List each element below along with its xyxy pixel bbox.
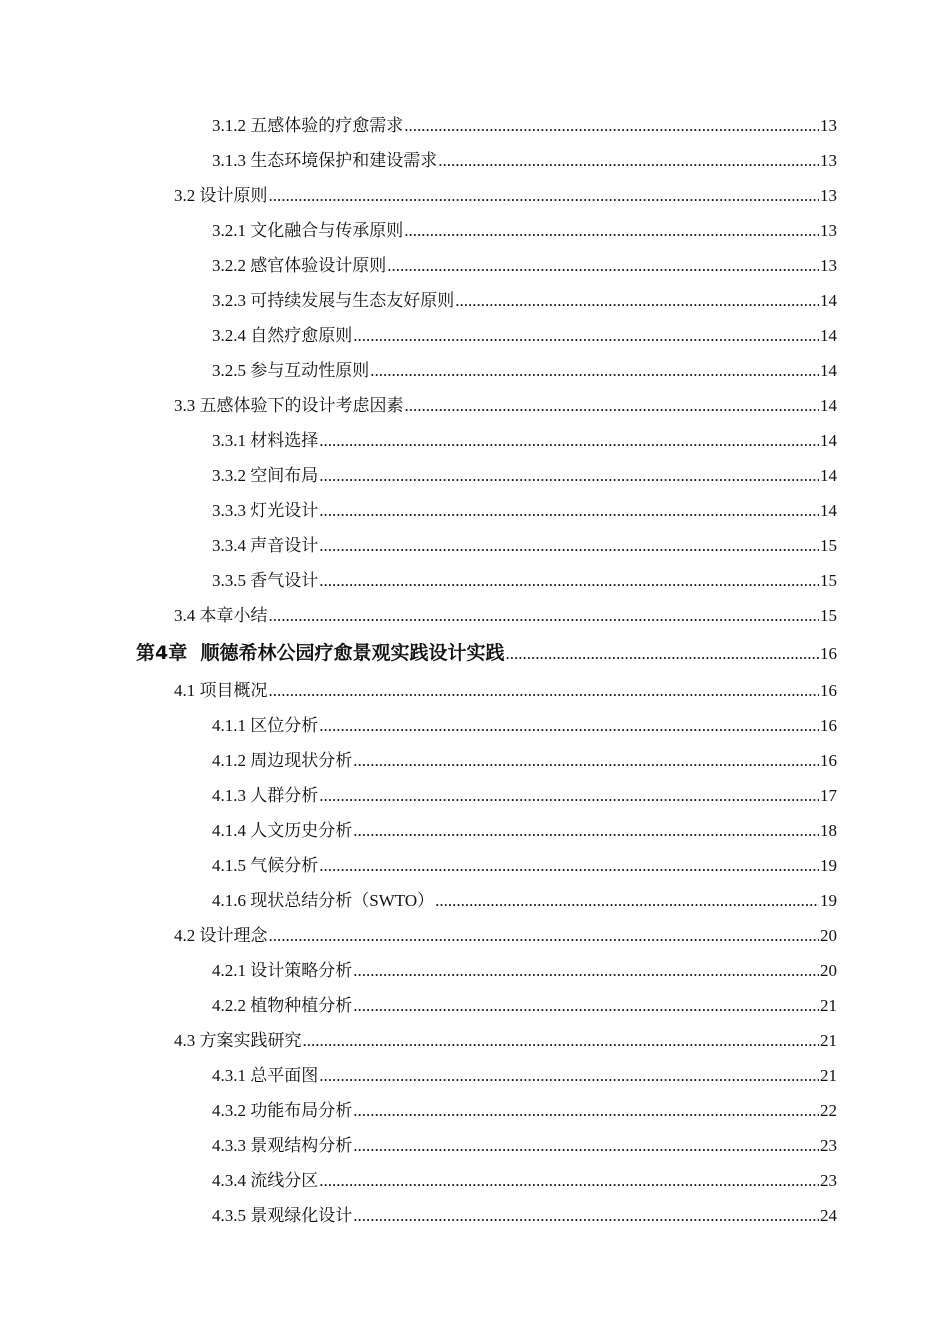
toc-title: 五感体验下的设计考虑因素 [199, 396, 404, 415]
toc-number: 3.3.1 [212, 431, 251, 450]
toc-title: 项目概况 [199, 681, 268, 700]
toc-leader [404, 213, 819, 248]
toc-title: 生态环境保护和建设需求 [250, 151, 438, 170]
toc-entry[interactable] [0, 1023, 950, 1058]
toc-title: 人文历史分析 [250, 821, 353, 840]
toc-page-number: 15 [820, 536, 837, 555]
toc-title: 流线分区 [250, 1171, 319, 1190]
toc-number: 3.4 [174, 606, 200, 625]
toc-number: 3.2.5 [212, 361, 251, 380]
toc-page-number: 21 [820, 1031, 837, 1050]
toc-number: 3.3.4 [212, 536, 251, 555]
toc-chapter-entry[interactable] [0, 633, 950, 673]
toc-leader [353, 953, 819, 988]
toc-page-number: 20 [820, 961, 837, 980]
toc-page-number: 13 [820, 221, 837, 240]
toc-entry[interactable] [0, 883, 950, 918]
toc-title: 方案实践研究 [199, 1031, 302, 1050]
toc-leader [303, 1023, 820, 1058]
toc-page-number: 19 [820, 891, 837, 910]
toc-number: 4.3.5 [212, 1206, 251, 1225]
toc-title: 空间布局 [250, 466, 319, 485]
toc-entry[interactable] [0, 318, 950, 353]
toc-entry[interactable] [0, 493, 950, 528]
toc-entry[interactable] [0, 1093, 950, 1128]
toc-number: 4.3.2 [212, 1101, 251, 1120]
toc-title: 功能布局分析 [250, 1101, 353, 1120]
toc-title: 植物种植分析 [250, 996, 353, 1015]
toc-page-number: 13 [820, 151, 837, 170]
toc-entry[interactable] [0, 353, 950, 388]
toc-leader [319, 1163, 819, 1198]
toc-entry[interactable] [0, 213, 950, 248]
toc-leader [435, 883, 819, 918]
toc-number: 4.1 [174, 681, 200, 700]
toc-title: 文化融合与传承原则 [250, 221, 404, 240]
toc-number: 4.1.1 [212, 716, 251, 735]
toc-entry[interactable] [0, 143, 950, 178]
toc-page-number: 15 [820, 606, 837, 625]
toc-leader [353, 988, 819, 1023]
toc-leader [319, 848, 819, 883]
toc-leader [505, 634, 819, 674]
toc-number: 3.3.3 [212, 501, 251, 520]
toc-leader [438, 143, 819, 178]
toc-leader [387, 248, 819, 283]
toc-page-number: 21 [820, 1066, 837, 1085]
toc-number: 3.2 [174, 186, 200, 205]
toc-entry[interactable] [0, 563, 950, 598]
toc-page-number: 21 [820, 996, 837, 1015]
toc-number: 3.3.2 [212, 466, 251, 485]
toc-leader [353, 743, 819, 778]
toc-number: 3.3.5 [212, 571, 251, 590]
toc-entry[interactable] [0, 1198, 950, 1233]
toc-title: 设计原则 [199, 186, 268, 205]
toc-page-number: 16 [820, 681, 837, 700]
toc-entry[interactable] [0, 848, 950, 883]
toc-entry[interactable] [0, 813, 950, 848]
toc-title: 自然疗愈原则 [250, 326, 353, 345]
toc-title: 设计策略分析 [250, 961, 353, 980]
toc-page-number: 16 [820, 716, 837, 735]
toc-leader [405, 388, 820, 423]
toc-leader [319, 708, 819, 743]
toc-title: 景观绿化设计 [250, 1206, 353, 1225]
toc-entry[interactable] [0, 598, 950, 633]
toc-page-number: 13 [820, 256, 837, 275]
toc-title: 气候分析 [250, 856, 319, 875]
toc-entry[interactable] [0, 423, 950, 458]
toc-page-number: 13 [820, 186, 837, 205]
toc-page-number: 19 [820, 856, 837, 875]
toc-number: 3.2.1 [212, 221, 251, 240]
toc-leader [269, 918, 820, 953]
toc-number: 4.2.2 [212, 996, 251, 1015]
toc-entry[interactable] [0, 918, 950, 953]
toc-leader [370, 353, 819, 388]
toc-page-number: 23 [820, 1136, 837, 1155]
toc-page-number: 15 [820, 571, 837, 590]
toc-number: 4.3.1 [212, 1066, 251, 1085]
table-of-contents [0, 108, 950, 1233]
toc-leader [319, 423, 819, 458]
toc-number: 4.3 [174, 1031, 200, 1050]
toc-number: 4.2 [174, 926, 200, 945]
toc-entry[interactable] [0, 778, 950, 813]
toc-leader [319, 563, 819, 598]
toc-entry[interactable] [0, 988, 950, 1023]
toc-number: 4.2.1 [212, 961, 251, 980]
toc-leader [269, 673, 820, 708]
toc-title: 顺德希林公园疗愈景观实践设计实践 [200, 642, 505, 664]
toc-entry[interactable] [0, 673, 950, 708]
toc-page-number: 14 [820, 431, 837, 450]
toc-title: 五感体验的疗愈需求 [250, 116, 404, 135]
toc-page-number: 23 [820, 1171, 837, 1190]
toc-leader [353, 318, 819, 353]
toc-number: 4.1.3 [212, 786, 251, 805]
toc-leader [319, 1058, 819, 1093]
toc-entry[interactable] [0, 283, 950, 318]
toc-number: 3.2.3 [212, 291, 251, 310]
toc-title: 材料选择 [250, 431, 319, 450]
toc-leader [319, 493, 819, 528]
toc-entry[interactable] [0, 248, 950, 283]
toc-title: 参与互动性原则 [250, 361, 370, 380]
toc-title: 总平面图 [250, 1066, 319, 1085]
toc-entry[interactable] [0, 528, 950, 563]
toc-leader [319, 778, 819, 813]
toc-entry[interactable] [0, 458, 950, 493]
toc-leader [353, 1198, 819, 1233]
toc-page-number: 24 [820, 1206, 837, 1225]
toc-leader [269, 598, 820, 633]
toc-leader [455, 283, 819, 318]
toc-title: 景观结构分析 [250, 1136, 353, 1155]
toc-page-number: 14 [820, 501, 837, 520]
toc-page-number: 14 [820, 326, 837, 345]
toc-entry[interactable] [0, 708, 950, 743]
toc-number: 4.3.3 [212, 1136, 251, 1155]
toc-number: 3.2.4 [212, 326, 251, 345]
toc-number: 3.2.2 [212, 256, 251, 275]
toc-title: 声音设计 [250, 536, 319, 555]
toc-page-number: 22 [820, 1101, 837, 1120]
toc-title: 灯光设计 [250, 501, 319, 520]
toc-page-number: 14 [820, 361, 837, 380]
toc-leader [319, 528, 819, 563]
toc-number: 3.1.3 [212, 151, 251, 170]
toc-entry[interactable] [0, 953, 950, 988]
toc-number: 4.1.6 [212, 891, 251, 910]
toc-leader [404, 108, 819, 143]
toc-entry[interactable] [0, 1128, 950, 1163]
toc-page-number: 20 [820, 926, 837, 945]
toc-page-number: 14 [820, 291, 837, 310]
toc-title: 香气设计 [250, 571, 319, 590]
toc-number: 4.1.2 [212, 751, 251, 770]
toc-title: 可持续发展与生态友好原则 [250, 291, 455, 310]
toc-title: 人群分析 [250, 786, 319, 805]
toc-number: 3.1.2 [212, 116, 251, 135]
toc-number: 4.1.4 [212, 821, 251, 840]
toc-page-number: 14 [820, 396, 837, 415]
toc-entry[interactable] [0, 178, 950, 213]
toc-page-number: 13 [820, 116, 837, 135]
toc-leader [353, 1128, 819, 1163]
toc-title: 设计理念 [199, 926, 268, 945]
toc-page-number: 16 [820, 644, 837, 663]
toc-leader [269, 178, 820, 213]
toc-leader [319, 458, 819, 493]
toc-page-number: 17 [820, 786, 837, 805]
toc-number: 4.1.5 [212, 856, 251, 875]
toc-leader [353, 813, 819, 848]
toc-entry[interactable] [0, 108, 950, 143]
toc-entry[interactable] [0, 743, 950, 778]
toc-title: 本章小结 [199, 606, 268, 625]
toc-number: 4.3.4 [212, 1171, 251, 1190]
toc-page-number: 18 [820, 821, 837, 840]
toc-entry[interactable] [0, 1058, 950, 1093]
toc-entry[interactable] [0, 388, 950, 423]
toc-title: 区位分析 [250, 716, 319, 735]
toc-number: 3.3 [174, 396, 200, 415]
toc-page-number: 16 [820, 751, 837, 770]
toc-number: 第4章 [136, 642, 201, 664]
toc-title: 感官体验设计原则 [250, 256, 387, 275]
toc-entry[interactable] [0, 1163, 950, 1198]
toc-title: 现状总结分析（SWTO） [250, 891, 435, 910]
toc-title: 周边现状分析 [250, 751, 353, 770]
toc-leader [353, 1093, 819, 1128]
toc-page-number: 14 [820, 466, 837, 485]
